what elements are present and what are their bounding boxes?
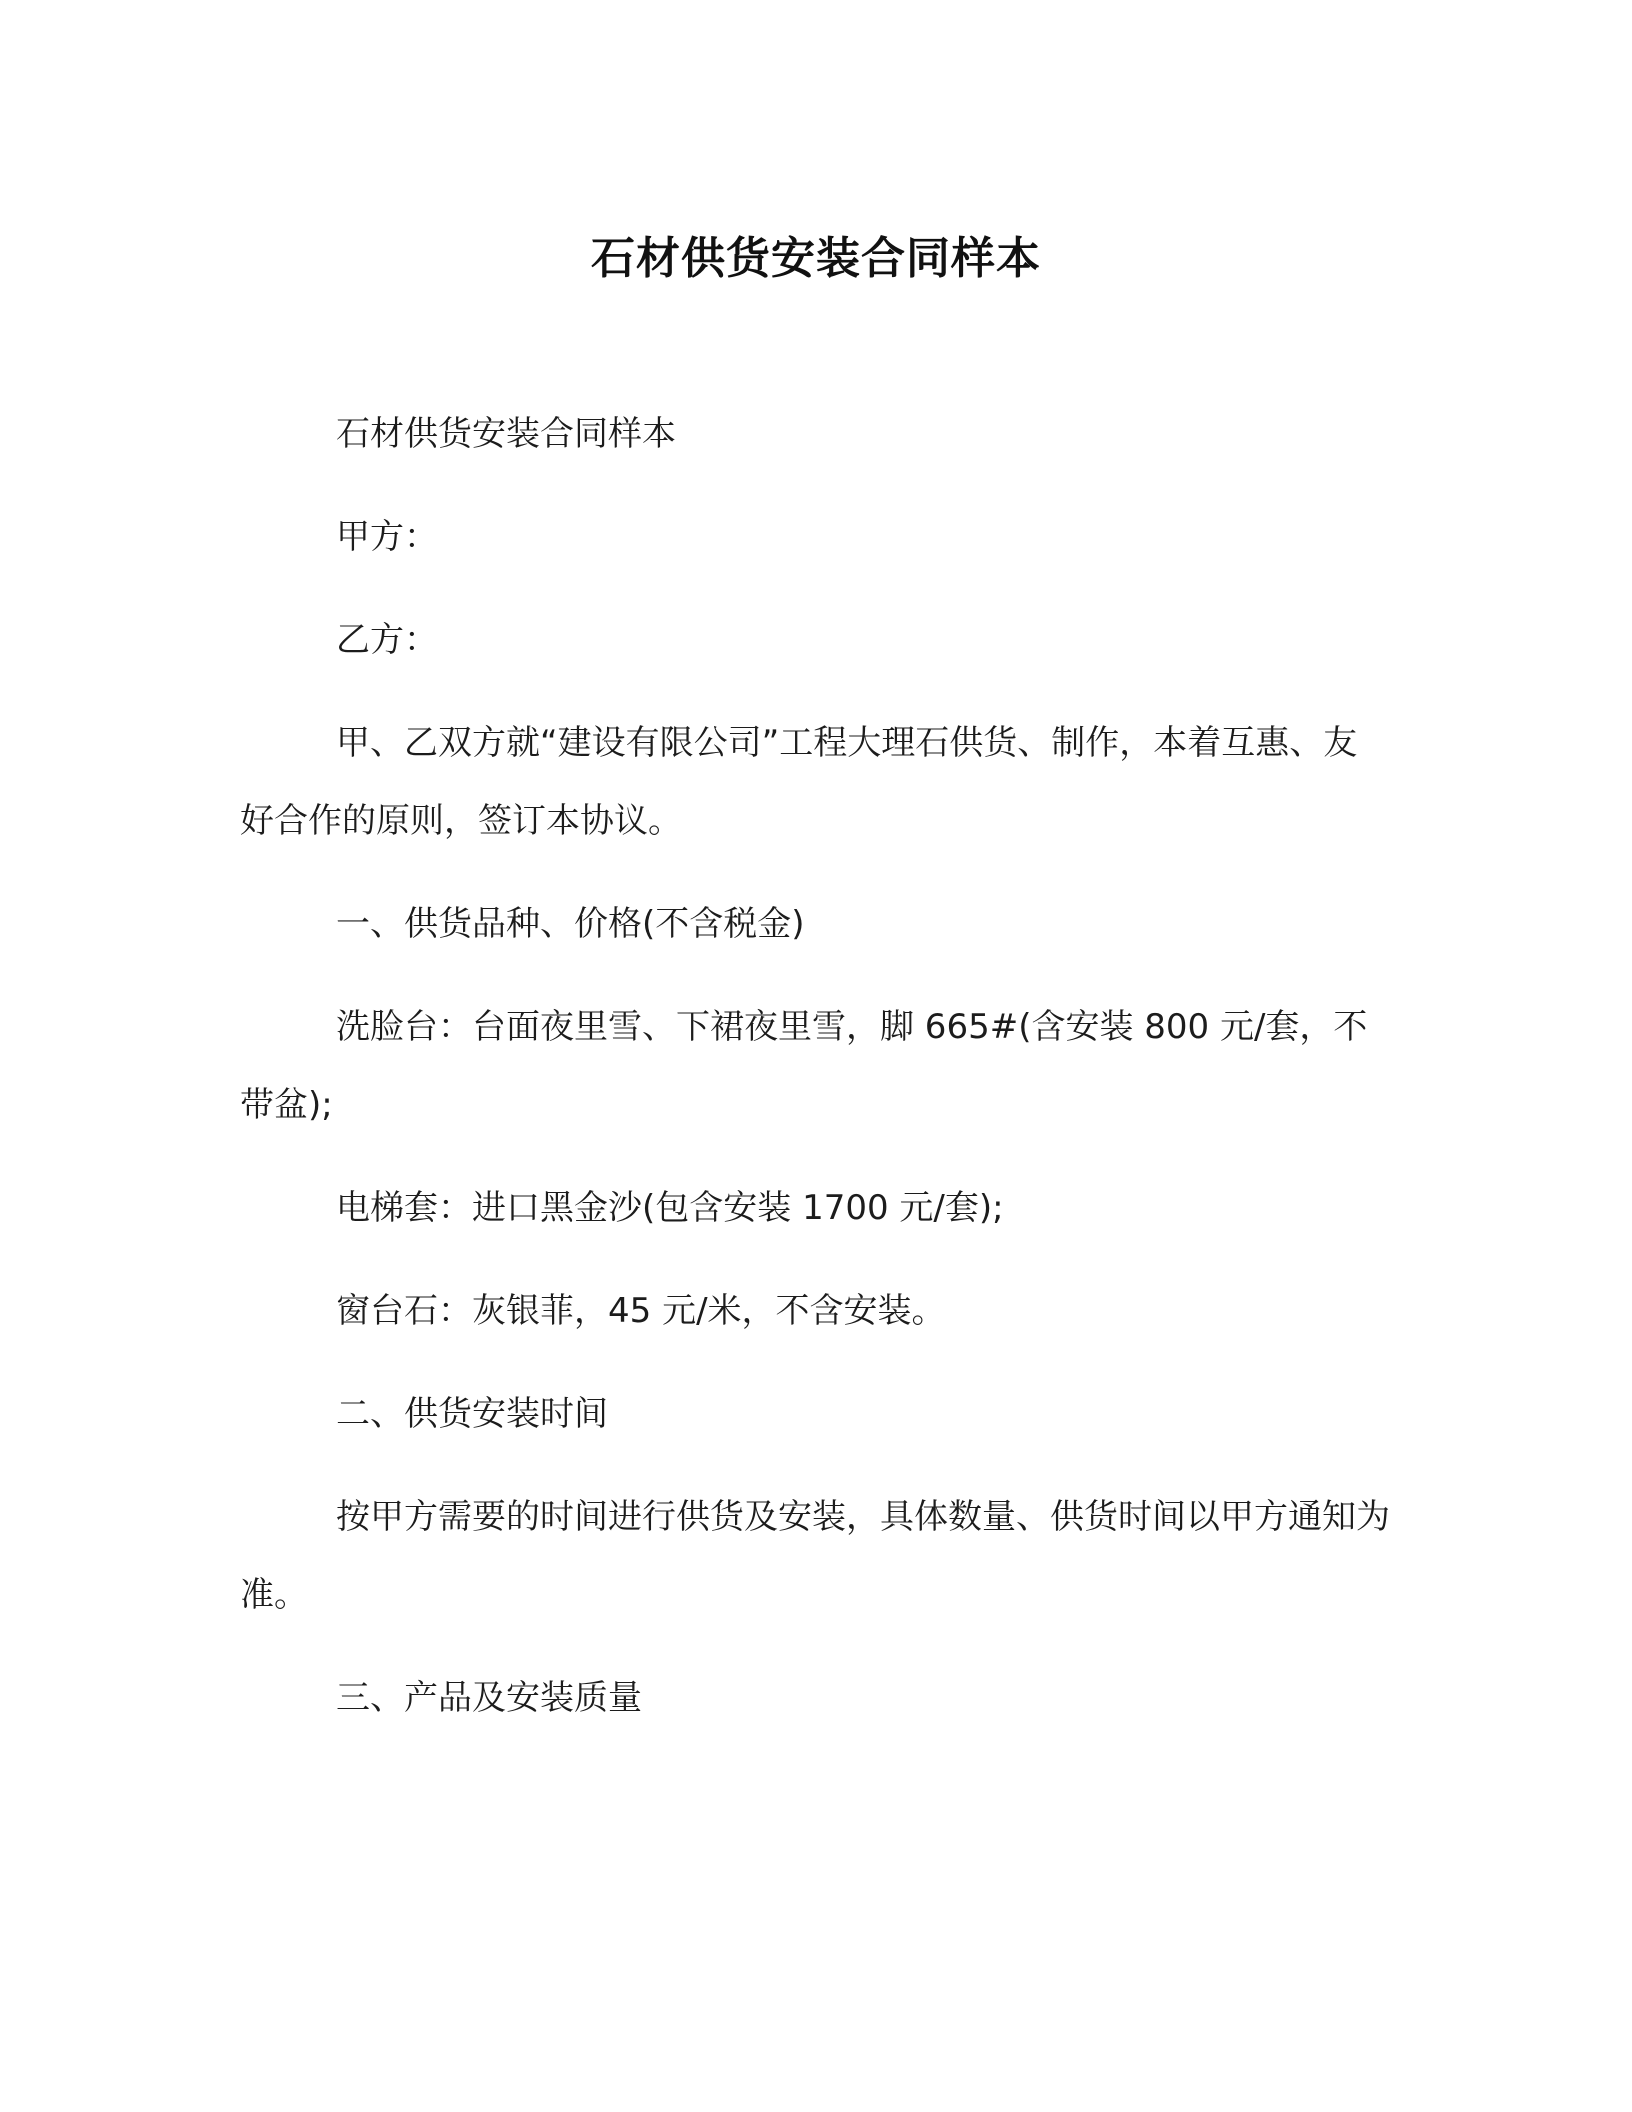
section-heading-2: 二、供货安装时间 [336,1394,608,1434]
paragraph-washbasin: 洗脸台：台面夜里雪、下裙夜里雪，脚 665#(含安装 800 元/套，不带盆); [240,1007,1368,1125]
paragraph-agreement-intro: 甲、乙双方就“建设有限公司”工程大理石供货、制作，本着互惠、友好合作的原则，签订本协议。 [240,723,1358,841]
paragraph-party-b: 乙方： [336,620,438,660]
document-body [240,395,1390,1762]
paragraph-subtitle: 石材供货安装合同样本 [336,414,676,454]
paragraph-elevator-frame: 电梯套：进口黑金沙(包含安装 1700 元/套); [336,1188,1004,1228]
document-title: 石材供货安装合同样本 [591,233,1041,284]
paragraph-supply-time: 按甲方需要的时间进行供货及安装，具体数量、供货时间以甲方通知为准。 [240,1497,1390,1615]
paragraph-window-sill: 窗台石：灰银菲，45 元/米，不含安装。 [336,1291,946,1331]
section-heading-1: 一、供货品种、价格(不含税金) [336,904,805,944]
section-heading-3: 三、产品及安装质量 [336,1678,642,1718]
paragraph-party-a: 甲方： [336,517,438,557]
